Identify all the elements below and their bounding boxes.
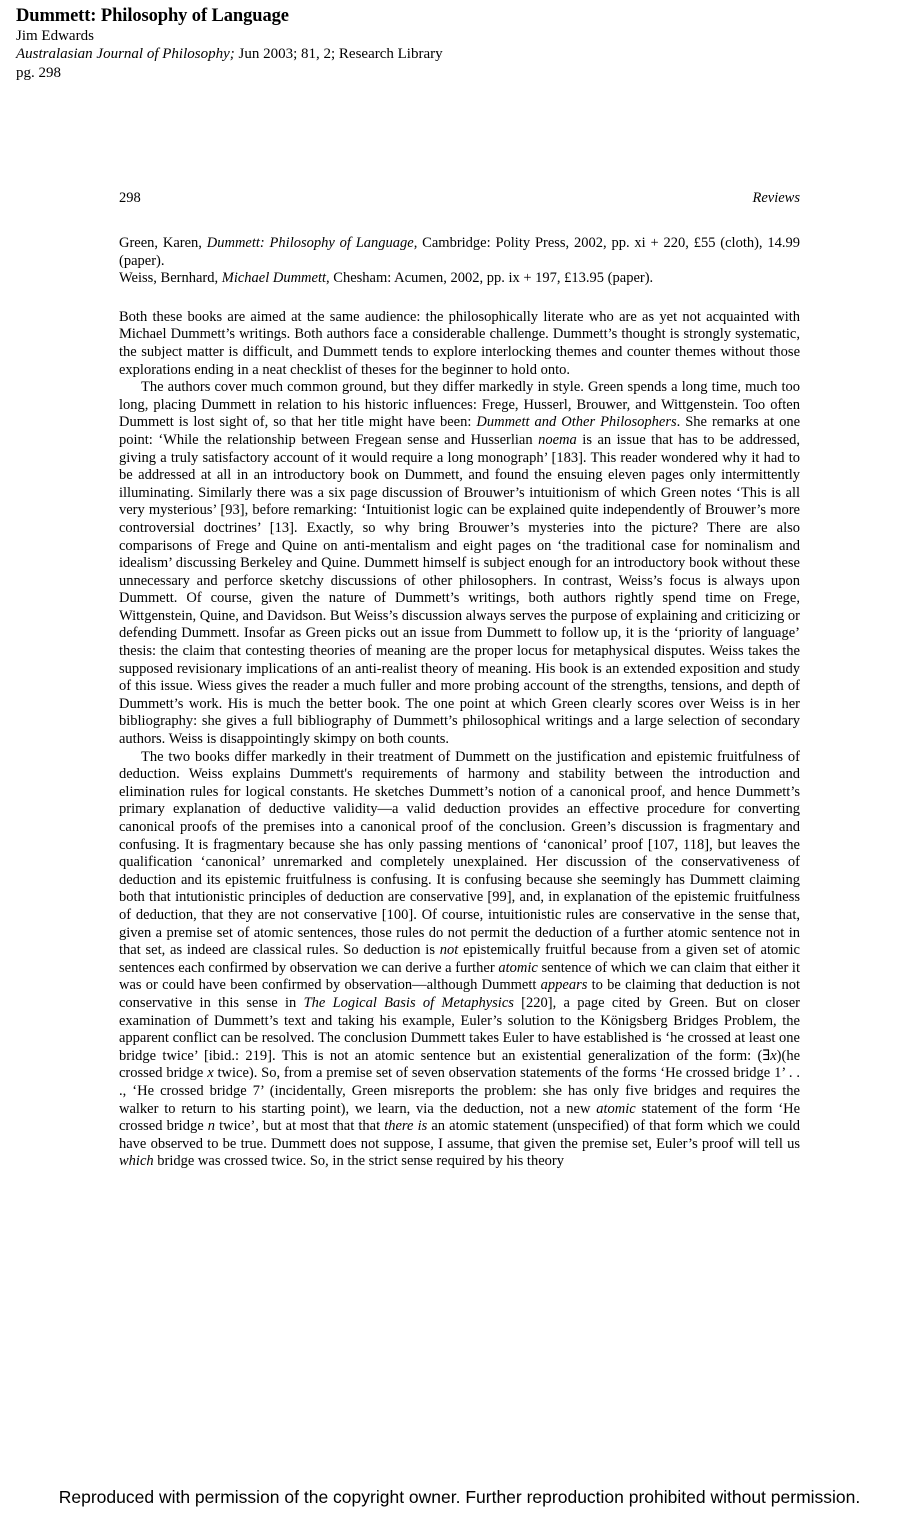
- emphasis-text: x: [770, 1047, 777, 1064]
- document-source-line: [16, 45, 876, 64]
- emphasis-text: n: [207, 1118, 215, 1135]
- body-text: bridge was crossed twice. So, in the strict sense required by his theory: [153, 1153, 564, 1170]
- body-text: twice). So, from a premise set of seven observation statements of the forms ‘He crossed bridge 1’ . . ., ‘He crossed bridge 7’ (incidentally, Green misreports the problem: she has only five bridges and requires the walker to return to his starting point), we learn, via the deduction, not a new: [119, 1065, 800, 1117]
- emphasis-text: noema: [538, 431, 577, 448]
- book-references-block: [119, 235, 800, 288]
- book-reference-author: Green, Karen,: [119, 235, 207, 251]
- emphasis-text: not: [439, 942, 459, 959]
- body-text: [220], a page cited by Green. But on closer examination of Dummett’s text and taking his example, Euler’s solution to the Königsberg Bridges Problem, the apparent conflict can be resolved. The conclusion Dummett takes Euler to have established is ‘he crossed at least one bridge twice’ [ibid.: 219]. This is not an atomic sentence but an existential generalization of the form: (∃: [119, 994, 801, 1064]
- body-text: is an issue that has to be addressed, giving a truly satisfactory account of it would require a long monograph’ [183]. This reader wondered why it had to be addressed at all in an introductory book on Dummett, and found the ensuing eleven pages only intermittently illuminating. Similarly there was a six page discussion of Brouwer’s intuitionism of which Green notes ‘This is all very mysterious’ [93], before remarking: ‘Intuitionist logic can be explained quite independently of Brouwer’s more controversial doctrines’ [13]. Exactly, so why bring Brouwer’s mysteries into the picture? There are also comparisons of Frege and Quine on anti-mentalism and eight pages on ‘the traditional case for nominalism and idealism’ discussing Berkeley and Quine. Dummett himself is subject enough for an introductory book without these unnecessary and perforce sketchy discussions of other philosophers. In contrast, Weiss’s focus is always upon Dummett. Of course, given the nature of Dummett’s writings, both authors rightly spend time on Frege, Wittgenstein, Quine, and Davidson. But Weiss’s discussion always serves the purpose of explaining and criticizing or defending Dummett. Insofar as Green picks out an issue from Dummett to follow up, it is the ‘priority of language’ thesis: the claim that contesting theories of meaning are the proper locus for metaphysical disputes. Weiss takes the supposed revisionary implications of an anti-realist theory of meaning. His book is an extended exposition and study of this issue. Wiess gives the reader a much fuller and more probing account of the strengths, tensions, and depth of Dummett’s work. His is much the better book. The one point at which Green clearly scores over Weiss is in her bibliography: she gives a full bibliography of Dummett’s philosophical writings and a large selection of secondary authors. Weiss is disappointingly skimpy on both counts.: [119, 431, 800, 748]
- journal-name: Australasian Journal of Philosophy;: [16, 46, 235, 62]
- body-text: an atomic statement (unspecified) of that form which we could have observed to be true. Dummett does not suppose, I assume, that given the premise set, Euler’s proof will tell us: [119, 1118, 800, 1152]
- emphasis-text: atomic: [498, 959, 538, 976]
- body-text: epistemically fruitful because from a given set of atomic sentences each confirmed by observation we can derive a further: [119, 942, 800, 976]
- emphasis-text: there is: [384, 1118, 428, 1135]
- emphasis-text: atomic: [596, 1100, 636, 1117]
- book-reference-imprint: , Cambridge: Polity Press, 2002, pp. xi + 220, £55 (cloth), 14.99 (paper).: [119, 235, 801, 269]
- body-text: sentence of which we can claim that either it was or could have been confirmed by observation—although Dummett: [119, 959, 800, 994]
- emphasis-text: Dummett and Other Philosophers: [476, 414, 677, 431]
- body-paragraph: [119, 749, 800, 1171]
- document-page-label: pg. 298: [16, 64, 61, 81]
- body-text: . She remarks at one point: ‘While the relationship between Fregean sense and Husserlian: [119, 414, 801, 448]
- emphasis-text: The Logical Basis of Metaphysics: [303, 994, 514, 1011]
- body-text: The authors cover much common ground, but they differ markedly in style. Green spends a long time, much too long, placing Dummett in relation to his historic influences: Frege, Husserl, Brouwer, and Wittgenstein. Too often Dummett is lost sight of, so that her title might have been:: [119, 379, 800, 431]
- page-folio-number: 298: [119, 190, 141, 206]
- book-reference: [119, 270, 800, 288]
- book-reference-imprint: , Chesham: Acumen, 2002, pp. ix + 197, £13.95 (paper).: [326, 270, 654, 287]
- body-paragraph: [119, 379, 800, 748]
- body-paragraph: [119, 309, 800, 379]
- scan-metadata-header: [16, 6, 876, 82]
- body-text: Both these books are aimed at the same audience: the philosophically literate who are as yet not acquainted with Michael Dummett’s writings. Both authors face a considerable challenge. Dummett’s thought is strongly systematic, the subject matter is difficult, and Dummett tends to explore interlocking themes and counter themes without those explorations ending in a neat checklist of theses for the beginner to hold onto.: [119, 308, 800, 378]
- running-head: [119, 190, 800, 207]
- body-text: to be claiming that deduction is not conservative in this sense in: [119, 977, 800, 1011]
- emphasis-text: x: [207, 1065, 214, 1082]
- book-reference-author: Weiss, Bernhard,: [119, 270, 222, 287]
- article-page: [119, 190, 800, 1171]
- running-head-label: Reviews: [752, 190, 800, 206]
- body-text: statement of the form ‘He crossed bridge: [119, 1100, 801, 1135]
- document-author: Jim Edwards: [16, 28, 94, 44]
- body-text: twice’, but at most that that: [214, 1118, 385, 1135]
- body-text: The two books differ markedly in their treatment of Dummett on the justification and epistemic fruitfulness of deduction. Weiss explains Dummett's requirements of harmony and stability between the introduction and elimination rules for logical constants. He sketches Dummett’s notion of a canonical proof, and hence Dummett’s primary explanation of deductive validity—a valid deduction provides an effective procedure for converting canonical proofs of the premises into a canonical proof of the conclusion. Green’s discussion is fragmentary and confusing. It is fragmentary because she has only passing mentions of ‘canonical’ proof [107, 118], but leaves the qualification ‘canonical’ unremarked and completely unexplained. Her discussion of the conservativeness of deduction and its epistemic fruitfulness is confusing. It is confusing because she seemingly has Dummett claiming both that intutionistic principles of deduction are conservative [99], and, in explanation of the epistemic fruitfulness of deduction, that they are not conservative [100]. Of course, intuitionistic rules are conservative in the sense that, given a premise set of atomic sentences, those rules do not permit the deduction of a further atomic sentence not in that set, as indeed are classical rules. So deduction is: [119, 748, 800, 959]
- emphasis-text: appears: [540, 977, 588, 994]
- book-reference-title: Michael Dummett: [221, 270, 327, 287]
- copyright-notice: Reproduced with permission of the copyright owner. Further reproduction prohibited without permission.: [58, 1487, 861, 1507]
- article-body: [119, 309, 800, 1171]
- document-title: Dummett: Philosophy of Language: [16, 6, 289, 26]
- body-text: )(he crossed bridge: [119, 1047, 800, 1082]
- book-reference-title: Dummett: Philosophy of Language: [206, 235, 414, 251]
- emphasis-text: which: [119, 1153, 154, 1170]
- journal-issue: Jun 2003; 81, 2; Research Library: [234, 46, 443, 62]
- book-reference: [119, 235, 800, 270]
